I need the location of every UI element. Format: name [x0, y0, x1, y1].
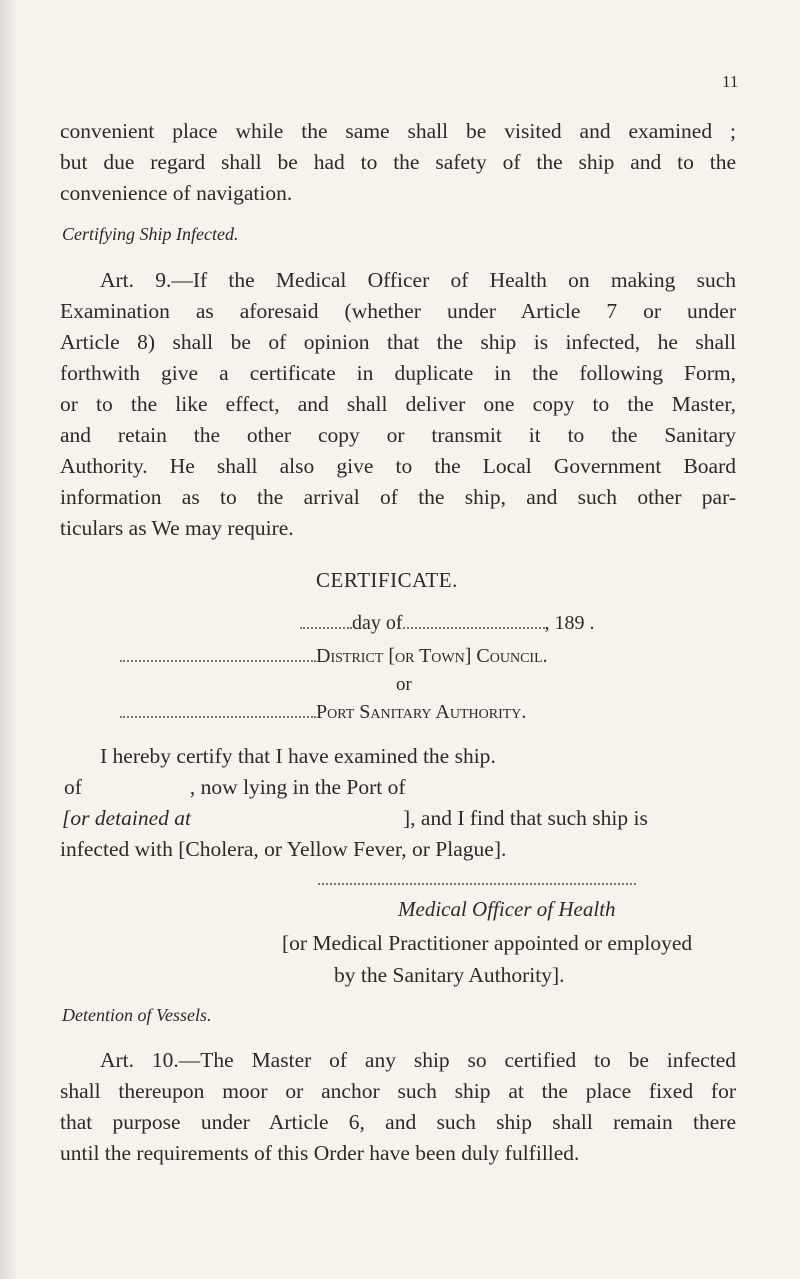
heading-certifying-ship-infected: Certifying Ship Infected. [62, 224, 239, 244]
art9-line-4: forthwith give a certificate in duplicate in the following Form, [60, 361, 736, 385]
certificate-body-line-2: of , now lying in the Port of [64, 775, 406, 799]
page-edge-shadow [0, 0, 18, 1279]
certificate-title: CERTIFICATE. [316, 568, 458, 592]
art10-line-2: shall thereupon moor or anchor such ship at the place fixed for [60, 1079, 736, 1103]
art10-line-4: until the requirements of this Order have been duly fulfilled. [60, 1141, 580, 1165]
signature-blank [318, 872, 636, 890]
art9-line-1: Art. 9.—If the Medical Officer of Health on making such [100, 268, 736, 292]
art9-line-5: or to the like effect, and shall deliver one copy to the Master, [60, 392, 736, 416]
certificate-date-line: day of , 189 . [300, 612, 595, 635]
opening-line-3: convenience of navigation. [60, 181, 293, 205]
certificate-or: or [396, 674, 412, 695]
certificate-body-line-1: I hereby certify that I have examined the ship. [100, 744, 496, 768]
art9-line-8: information as to the arrival of the ship, and such other par- [60, 485, 736, 509]
port-blank [120, 716, 316, 718]
opening-line-1: convenient place while the same shall be visited and examined ; [60, 119, 736, 143]
page-number: 11 [722, 72, 739, 91]
opening-line-2: but due regard shall be had to the safety of the ship and to the [60, 150, 736, 174]
art9-line-2: Examination as aforesaid (whether under Article 7 or under [60, 299, 736, 323]
district-blank [120, 660, 316, 662]
art10-line-1: Art. 10.—The Master of any ship so certified to be infected [100, 1048, 736, 1072]
art9-line-9: ticulars as We may require. [60, 516, 294, 540]
signature-title: Medical Officer of Health [398, 897, 616, 921]
month-blank [403, 627, 545, 629]
signature-alternative-line-1: [or Medical Practitioner appointed or employed [282, 931, 693, 955]
certificate-district-line: District [or Town] Council. [120, 645, 548, 668]
certificate-port-line: Port Sanitary Authority. [120, 701, 526, 724]
day-blank [300, 627, 352, 629]
heading-detention-of-vessels: Detention of Vessels. [62, 1005, 212, 1025]
art9-line-3: Article 8) shall be of opinion that the ship is infected, he shall [60, 330, 736, 354]
certificate-body-line-3: [or detained at ], and I find that such ship is [62, 806, 648, 830]
art10-line-3: that purpose under Article 6, and such ship shall remain there [60, 1110, 736, 1134]
art9-line-6: and retain the other copy or transmit it to the Sanitary [60, 423, 736, 447]
signature-alternative-line-2: by the Sanitary Authority]. [334, 963, 565, 987]
art9-line-7: Authority. He shall also give to the Local Government Board [60, 454, 736, 478]
certificate-body-line-4: infected with [Cholera, or Yellow Fever, or Plague]. [60, 837, 507, 861]
